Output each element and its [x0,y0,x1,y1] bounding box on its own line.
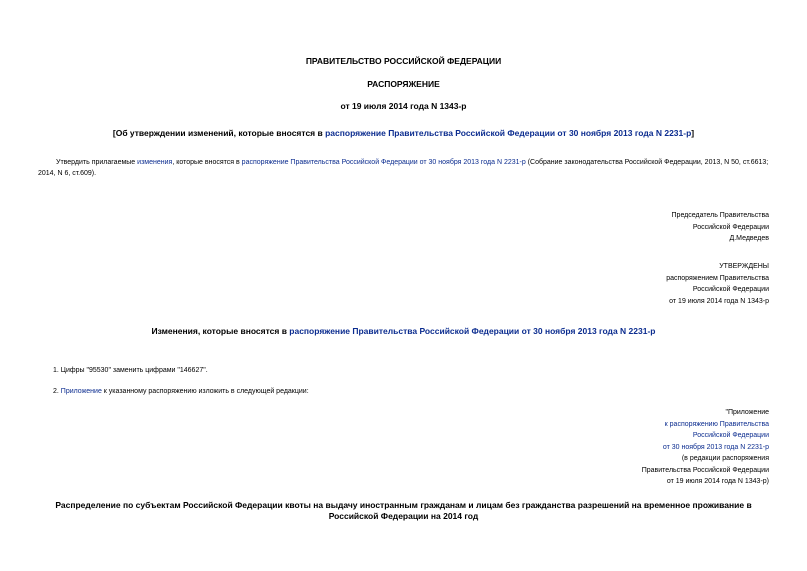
changes-heading-link[interactable]: распоряжение Правительства Российской Федерации от 30 ноября 2013 года N 2231-р [289,326,656,336]
appendix-line-1: "Приложение [725,409,769,416]
distribution-heading: Распределение по субъектам Российской Федерации квоты на выдачу иностранным гражданам и лицам без гражданства разрешений на временное проживание в Российской Федерации на 2014 год [55,500,752,521]
approved-line-2: распоряжением Правительства [666,274,769,282]
approved-line-4: от 19 июля 2014 года N 1343-р [669,297,769,305]
intro-changes-link[interactable]: изменения [137,159,173,166]
document-date-number: от 19 июля 2014 года N 1343-р [340,101,467,111]
document-title [0,128,807,138]
appendix-link-2[interactable]: Российской Федерации [692,432,769,439]
intro-paragraph [38,157,770,179]
item-2-number: 2. [53,388,61,395]
intro-text-3: (Собрание законодательства Российской Федерации, 2013, N 50, ст.6613; 2014, N 6, ст.609). [38,159,769,177]
intro-order-link[interactable]: распоряжение Правительства Российской Федерации от 30 ноября 2013 года N 2231-р [241,159,526,166]
approved-line-3: Российской Федерации [692,286,769,293]
changes-heading-prefix: Изменения, которые вносятся в [151,326,290,336]
appendix-line-7: от 19 июля 2014 года N 1343-р) [666,478,769,485]
appendix-line-5: (в редакции распоряжения [681,455,769,462]
signature-line-2: Российской Федерации [692,223,769,231]
appendix-line-6: Правительства Российской Федерации [641,466,769,474]
intro-text-1: Утвердить прилагаемые [56,159,138,166]
approved-line-1: УТВЕРЖДЕНЫ [719,263,769,270]
approved-block [666,261,769,307]
item-2-text: к указанному распоряжению изложить в следующей редакции: [101,388,309,395]
item-2 [53,386,309,397]
government-name: ПРАВИТЕЛЬСТВО РОССИЙСКОЙ ФЕДЕРАЦИИ [305,56,502,66]
signature-line-1: Председатель Правительства [671,212,769,219]
item-1: 1. Цифры "95530" заменить цифрами "146627". [53,367,208,374]
title-prefix: [Об утверждении изменений, которые вносятся в [112,128,326,138]
document-type: РАСПОРЯЖЕНИЕ [367,79,440,89]
signature-name: Д.Медведев [729,235,769,242]
intro-text-2: , которые вносятся в [172,159,242,166]
appendix-link-3[interactable]: от 30 ноября 2013 года N 2231-р [662,443,769,451]
item-2-appendix-link[interactable]: Приложение [60,388,102,395]
appendix-block [642,407,769,488]
appendix-link-1[interactable]: к распоряжению Правительства [664,420,769,428]
title-suffix: ] [691,128,695,138]
title-link[interactable]: распоряжение Правительства Российской Федерации от 30 ноября 2013 года N 2231-р [325,128,692,138]
signature-block [672,210,769,245]
changes-heading [0,326,807,336]
